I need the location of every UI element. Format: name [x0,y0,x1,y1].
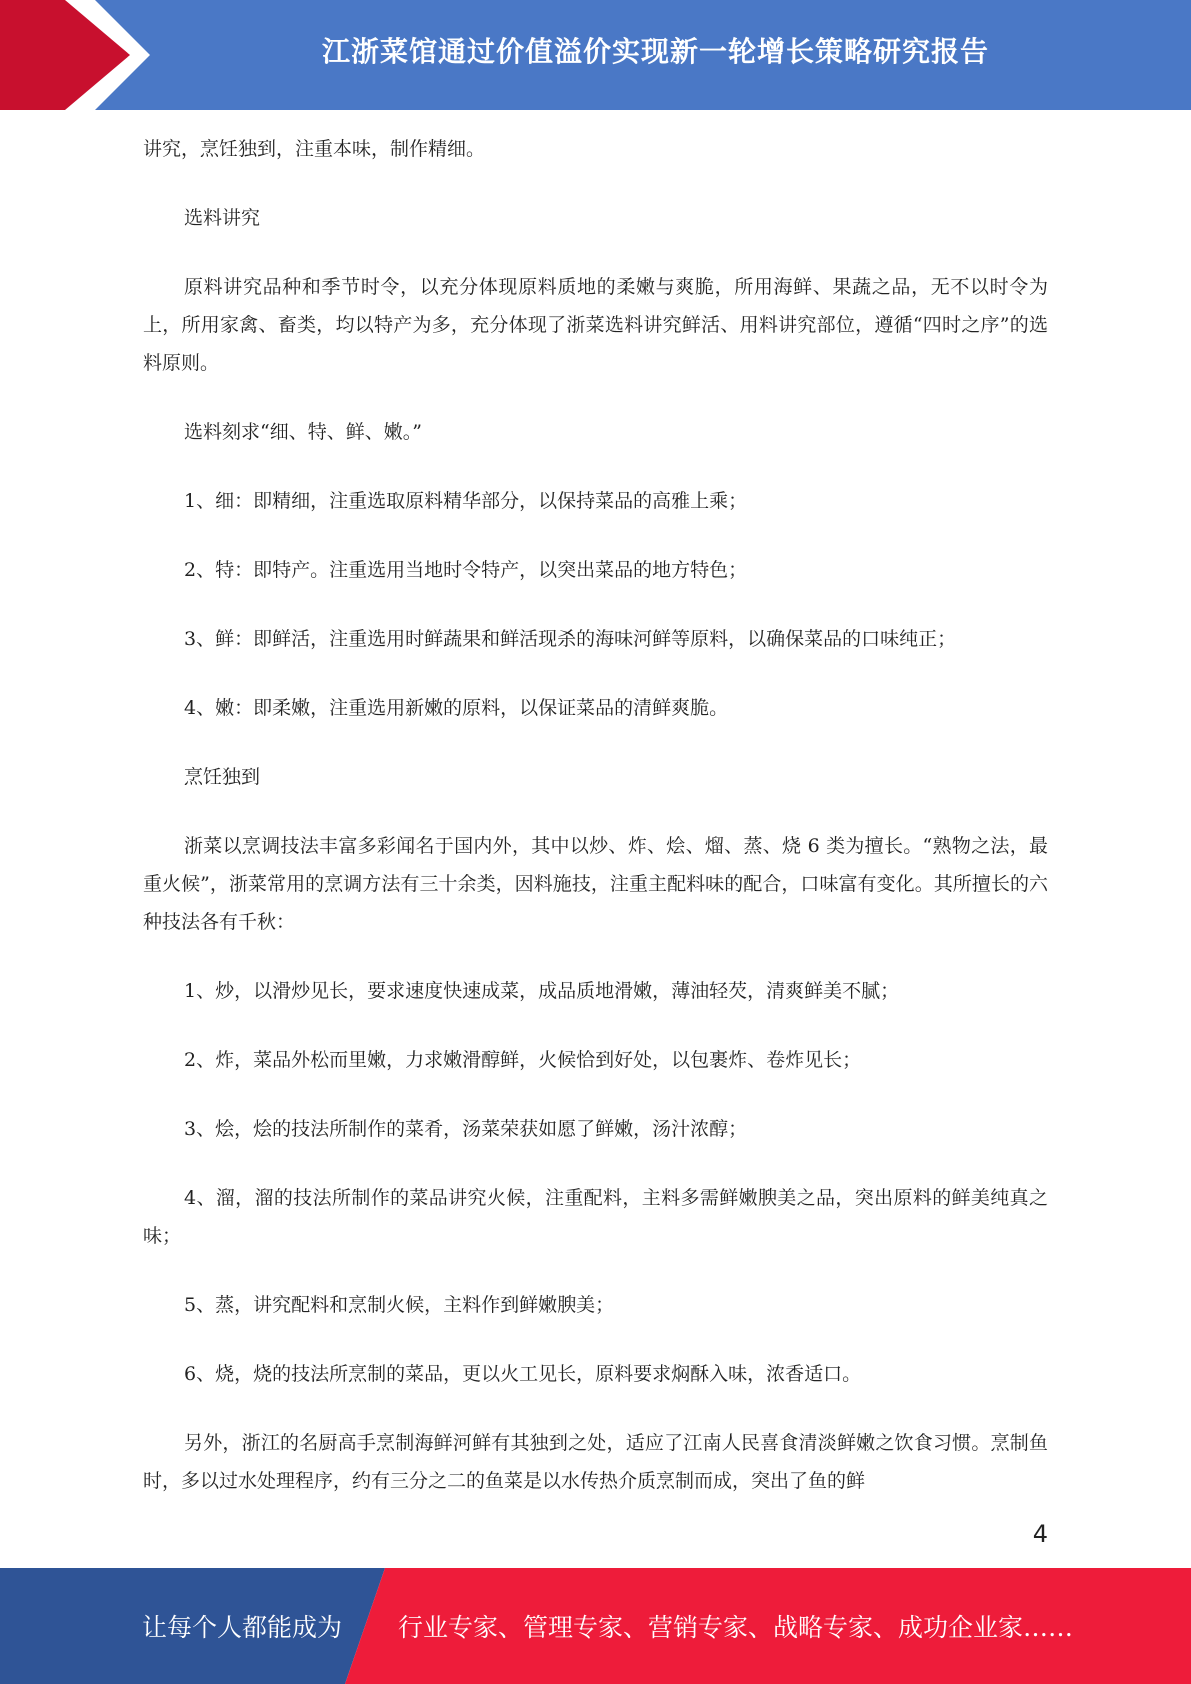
body-paragraph: 4、溜，溜的技法所制作的菜品讲究火候，注重配料，主料多需鲜嫩腴美之品，突出原料的鲜美纯真之味； [143,1187,1048,1247]
body-paragraph: 1、细：即精细，注重选取原料精华部分，以保持菜品的高雅上乘； [184,490,748,512]
page-number: 4 [1032,1520,1048,1548]
footer-slogan-left: 让每个人都能成为 [142,1613,343,1642]
body-paragraph: 另外，浙江的名厨高手烹制海鲜河鲜有其独到之处，适应了江南人民喜食清淡鲜嫩之饮食习惯。烹制鱼时，多以过水处理程序，约有三分之二的鱼菜是以水传热介质烹制而成，突出了鱼的鲜 [143,1432,1048,1492]
report-title: 江浙菜馆通过价值溢价实现新一轮增长策略研究报告 [321,35,989,68]
page-footer [0,1568,1191,1684]
footer-slogan-right: 行业专家、管理专家、营销专家、战略专家、成功企业家…… [398,1613,1074,1642]
page-header [0,0,1191,110]
body-paragraph: 选料刻求“细、特、鲜、嫩。” [184,421,422,443]
document-body [143,130,1048,1531]
body-paragraph: 3、鲜：即鲜活，注重选用时鲜蔬果和鲜活现杀的海味河鲜等原料，以确保菜品的口味纯正； [184,628,957,650]
body-paragraph: 4、嫩：即柔嫩，注重选用新嫩的原料，以保证菜品的清鲜爽脆。 [184,697,729,719]
body-paragraph: 原料讲究品种和季节时令，以充分体现原料质地的柔嫩与爽脆，所用海鲜、果蔬之品，无不以时令为上，所用家禽、畜类，均以特产为多，充分体现了浙菜选料讲究鲜活、用料讲究部位，遵循“四时之序”的选料原则。 [143,276,1048,374]
body-paragraph: 3、烩，烩的技法所制作的菜肴，汤菜荣获如愿了鲜嫩，汤汁浓醇； [184,1118,748,1140]
body-paragraph: 2、特：即特产。注重选用当地时令特产，以突出菜品的地方特色； [184,559,748,581]
body-paragraph: 选料讲究 [184,207,261,229]
header-arrow-accent [0,0,160,110]
body-paragraph: 浙菜以烹调技法丰富多彩闻名于国内外，其中以炒、炸、烩、熘、蒸、烧 6 类为擅长。“熟物之法，最重火候”，浙菜常用的烹调方法有三十余类，因料施技，注重主配料味的配合，口味富有变化。其所擅长的六种技法各有千秋： [143,835,1048,933]
body-paragraph: 1、炒，以滑炒见长，要求速度快速成菜，成品质地滑嫩，薄油轻芡，清爽鲜美不腻； [184,980,900,1002]
body-paragraph: 6、烧，烧的技法所烹制的菜品，更以火工见长，原料要求焖酥入味，浓香适口。 [184,1363,862,1385]
body-paragraph: 讲究，烹饪独到，注重本味，制作精细。 [143,138,486,160]
body-paragraph: 2、炸，菜品外松而里嫩，力求嫩滑醇鲜，火候恰到好处，以包裹炸、卷炸见长； [184,1049,862,1071]
body-paragraph: 5、蒸，讲究配料和烹制火候，主料作到鲜嫩腴美； [184,1294,615,1316]
body-paragraph: 烹饪独到 [184,766,261,788]
